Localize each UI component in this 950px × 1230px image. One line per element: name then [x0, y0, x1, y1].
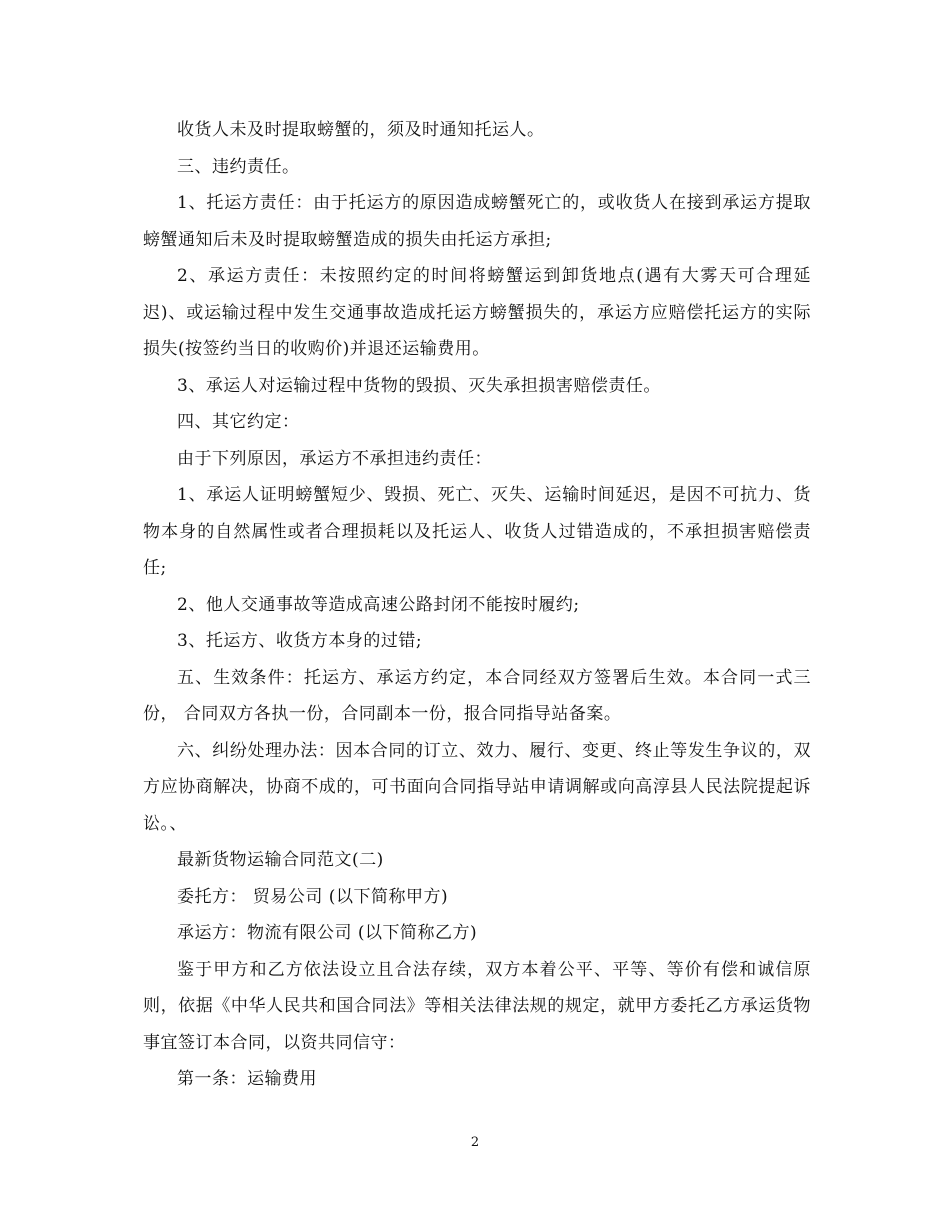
heading-breach-liability: 三、违约责任。 — [177, 156, 300, 177]
paragraph-exemption-intro: 由于下列原因，承运方不承担违约责任： — [177, 448, 492, 469]
paragraph-effective-conditions: 五、生效条件：托运方、承运方约定，本合同经双方签署后生效。本合同一式三份， 合同双方各执一份，合同副本一份，报合同指导站备案。 — [143, 667, 811, 724]
paragraph-exemption-2: 2、他人交通事故等造成高速公路封闭不能按时履约; — [177, 594, 580, 615]
paragraph-exemption-1: 1、承运人证明螃蟹短少、毁损、死亡、灭失、运输时间延迟，是因不可抗力、货物本身的自然属性或者合理损耗以及托运人、收货人过错造成的，不承担损害赔偿责任; — [143, 485, 811, 578]
page-number: 2 — [470, 1135, 480, 1150]
heading-article-one: 第一条：运输费用 — [177, 1069, 317, 1089]
paragraph-exemption-3: 3、托运方、收货方本身的过错; — [177, 631, 423, 651]
paragraph-consignor-liability: 1、托运方责任：由于托运方的原因造成螃蟹死亡的，或收货人在接到承运方提取螃蟹通知后未及时提取螃蟹造成的损失由托运方承担; — [143, 193, 811, 250]
paragraph-dispute-resolution: 六、纠纷处理办法：因本合同的订立、效力、履行、变更、终止等发生争议的，双方应协商解决，协商不成的，可书面向合同指导站申请调解或向高淳县人民法院提起诉讼。、 — [143, 740, 811, 834]
paragraph-carrier-party: 承运方：物流有限公司 (以下简称乙方) — [177, 923, 478, 943]
paragraph-receiver-notice: 收货人未及时提取螃蟹的，须及时通知托运人。 — [177, 120, 545, 140]
heading-other-agreements: 四、其它约定： — [177, 412, 300, 432]
section-title-sample-two: 最新货物运输合同范文(二) — [177, 850, 384, 870]
paragraph-carrier-damage-liability: 3、承运人对运输过程中货物的毁损、灭失承担损害赔偿责任。 — [177, 375, 661, 396]
paragraph-principal-party: 委托方： 贸易公司 (以下简称甲方) — [177, 886, 449, 907]
document-body — [143, 112, 811, 1098]
paragraph-preamble: 鉴于甲方和乙方依法设立且合法存续，双方本着公平、平等、等价有偿和诚信原则，依据《中华人民共和国合同法》等相关法律法规的规定，就甲方委托乙方承运货物事宜签订本合同，以资共同信守： — [143, 959, 811, 1053]
paragraph-carrier-liability: 2、承运方责任：未按照约定的时间将螃蟹运到卸货地点(遇有大雾天可合理延迟)、或运输过程中发生交通事故造成托运方螃蟹损失的，承运方应赔偿托运方的实际损失(按签约当日的收购价)并退还运输费用。 — [143, 266, 811, 359]
